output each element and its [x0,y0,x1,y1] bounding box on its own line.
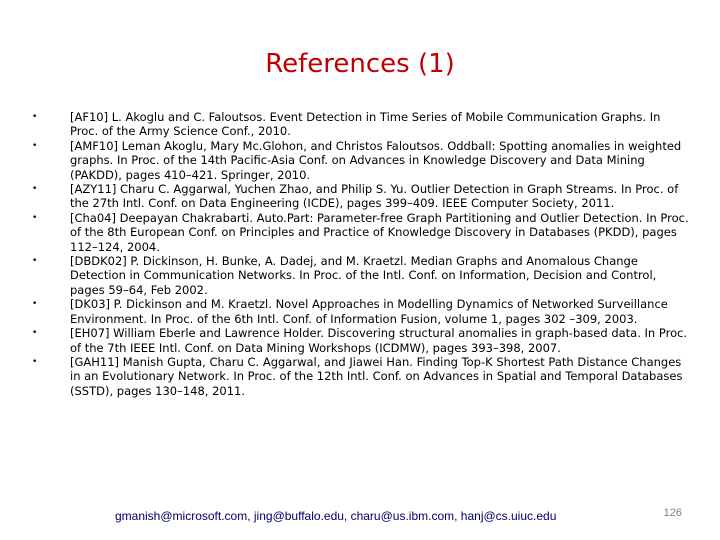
bullet-icon: • [32,256,38,267]
reference-text: [EH07] William Eberle and Lawrence Holder. Discovering structural anomalies in graph-based data. In Proc. of the 7th IEEE Intl. Conf. on Data Mining Workshops (ICDMW), pages 393–398, 2007. [70,326,688,355]
bullet-icon: • [32,212,38,223]
reference-text: [Cha04] Deepayan Chakrabarti. Auto.Part: Parameter-free Graph Partitioning and Outlier Detection. In Proc. of the 8th European Conf. on Principles and Practice of Knowledge Discovery in Databases (PKDD), pages 112–124, 2004. [70,210,689,254]
bullet-icon: • [32,356,38,367]
reference-text: [AF10] L. Akoglu and C. Faloutsos. Event Detection in Time Series of Mobile Communication Graphs. In Proc. of the Army Science Conf., 2010. [70,110,661,139]
reference-text: [DBDK02] P. Dickinson, H. Bunke, A. Dadej, and M. Kraetzl. Median Graphs and Anomalous Change Detection in Communication Networks. In Proc. of the Intl. Conf. on Information, Decision and Control, pages 59–64, Feb 2002. [70,254,657,297]
reference-item [32,297,692,326]
reference-item [32,211,692,254]
bullet-icon: • [32,140,38,151]
reference-item [32,254,692,297]
bullet-icon: • [32,112,38,122]
reference-item [32,326,692,355]
bullet-icon: • [32,328,38,339]
reference-text: [AZY11] Charu C. Aggarwal, Yuchen Zhao, and Philip S. Yu. Outlier Detection in Graph Streams. In Proc. of the 27th Intl. Conf. on Data Engineering (ICDE), pages 399–409. IEEE Computer Society, 2011. [70,182,679,211]
bullet-icon: • [32,299,38,310]
reference-item [32,355,692,398]
reference-text: [GAH11] Manish Gupta, Charu C. Aggarwal, and Jiawei Han. Finding Top-K Shortest Path Distance Changes in an Evolutionary Network. In Proc. of the 12th Intl. Conf. on Advances in Spatial and Temporal Databases (SSTD), pages 130–148, 2011. [70,354,683,398]
references-list [32,110,692,398]
reference-text: [DK03] P. Dickinson and M. Kraetzl. Novel Approaches in Modelling Dynamics of Networked Surveillance Environment. In Proc. of the 6th Intl. Conf. of Information Fusion, volume 1, pages 302 –309, 2003. [70,297,668,326]
slide-title: References (1) [265,49,455,79]
reference-text: [AMF10] Leman Akoglu, Mary Mc.Glohon, and Christos Faloutsos. Oddball: Spotting anomalies in weighted graphs. In Proc. of the 14th Pacific-Asia Conf. on Advances in Knowledge Discovery and Data Mining (PAKDD), pages 410–421. Springer, 2010. [70,138,682,182]
reference-item [32,182,692,211]
page-number: 126 [663,507,682,519]
reference-item [32,139,692,182]
footer-contacts: gmanish@microsoft.com, jing@buffalo.edu, charu@us.ibm.com, hanj@cs.uiuc.edu [115,509,557,523]
bullet-icon: • [32,184,38,195]
reference-item [32,110,692,139]
